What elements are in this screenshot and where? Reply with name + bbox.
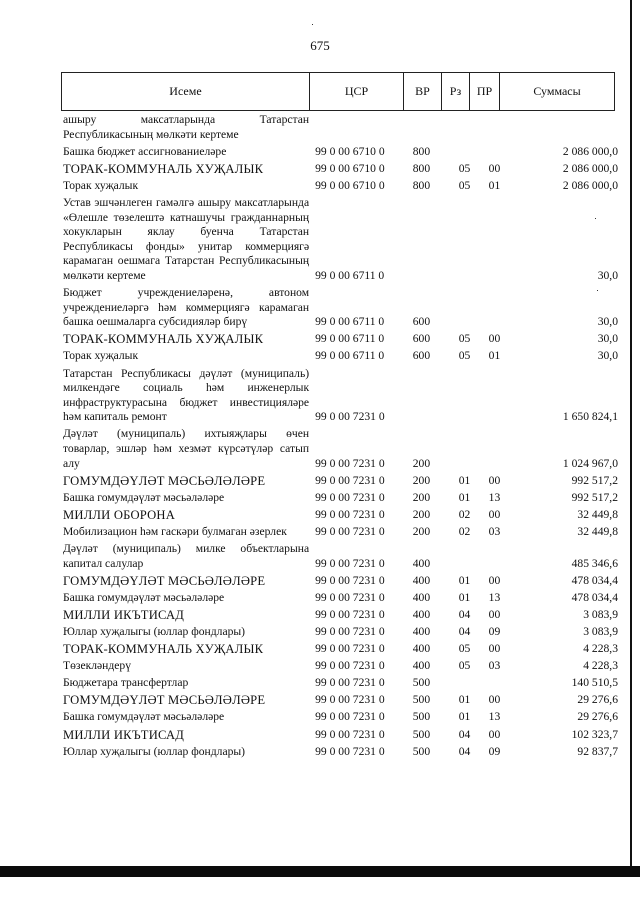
cell-pr: 00 [488, 161, 501, 175]
cell-sum: 2 086 000,0 [562, 144, 618, 158]
cell-sum: 3 083,9 [583, 607, 618, 621]
table-header [61, 72, 615, 111]
cell-vr: 400 [412, 642, 431, 656]
cell-rz: 05 [458, 349, 471, 363]
cell-vr: 500 [412, 710, 431, 724]
cell-name: МИЛЛИ ОБОРОНА [63, 507, 175, 522]
cell-pr: 13 [488, 490, 501, 504]
cell-sum: 1 650 824,1 [562, 410, 618, 424]
cell-name: ГОМУМДӘҮЛӘТ МӘСЬӘЛӘЛӘРЕ [63, 473, 266, 488]
cell-csr: 99 0 00 7231 0 [315, 524, 385, 538]
cell-sum: 4 228,3 [583, 642, 618, 656]
table-row [63, 508, 618, 523]
scan-speck [597, 290, 598, 291]
cell-vr: 400 [412, 607, 431, 621]
cell-name: ГОМУМДӘҮЛӘТ МӘСЬӘЛӘЛӘРЕ [63, 693, 266, 708]
column-header-pr: ПР [470, 73, 500, 111]
cell-rz: 01 [458, 710, 471, 724]
cell-vr: 400 [412, 659, 431, 673]
cell-vr: 500 [412, 727, 431, 741]
cell-vr: 400 [412, 556, 431, 570]
cell-name: Дәүләт (муниципаль) ихтыяҗлары өчен товарлар, эшләр һәм хезмәт күрсәтүләр сатып алу [63, 427, 310, 470]
cell-name: Торак хуҗалык [63, 349, 139, 363]
column-header-vr: ВР [404, 73, 442, 111]
cell-pr: 13 [488, 710, 501, 724]
cell-name: Дәүләт (муниципаль) милке объектларына капитал салулар [63, 542, 310, 570]
cell-pr: 00 [488, 642, 501, 656]
cell-vr: 800 [412, 178, 431, 192]
table-row [63, 162, 618, 177]
cell-vr: 400 [412, 573, 431, 587]
cell-csr: 99 0 00 7231 0 [315, 710, 385, 724]
cell-rz: 05 [458, 659, 471, 673]
budget-rows [63, 113, 618, 762]
cell-sum: 485 346,6 [571, 556, 618, 570]
table-row [63, 286, 618, 330]
cell-csr: 99 0 00 6711 0 [315, 349, 385, 363]
cell-sum: 2 086 000,0 [562, 161, 618, 175]
cell-name: Мобилизацион һәм гаскәри булмаган әзерлек [63, 524, 287, 538]
cell-rz: 02 [458, 507, 471, 521]
table-row [63, 145, 618, 160]
cell-name: ГОМУМДӘҮЛӘТ МӘСЬӘЛӘЛӘРЕ [63, 573, 266, 588]
cell-pr: 01 [488, 349, 501, 363]
cell-name: Бюджет учреждениеләренә, автоном учреждениеләргә һәм коммерциягә карамаган башка оешмаларга субсидияләр бирү [63, 286, 310, 329]
table-row [63, 625, 618, 640]
cell-pr: 00 [488, 727, 501, 741]
cell-vr: 200 [412, 456, 431, 470]
cell-rz: 01 [458, 573, 471, 587]
cell-vr: 600 [412, 349, 431, 363]
column-header-rz: Рз [442, 73, 470, 111]
cell-name: Татарстан Республикасы дәүләт (муниципаль) милкендәге социаль һәм инженерлык инфраструктурасына бюджет инвестицияләре һәм капиталь ремонт [63, 366, 310, 424]
cell-rz: 04 [458, 625, 471, 638]
cell-csr: 99 0 00 7231 0 [315, 659, 385, 673]
cell-pr: 13 [488, 590, 501, 604]
cell-name: Юллар хуҗалыгы (юллар фондлары) [63, 625, 246, 638]
table-row [63, 676, 618, 691]
cell-rz: 01 [458, 693, 471, 707]
cell-sum: 32 449,8 [577, 524, 618, 538]
cell-sum: 992 517,2 [571, 473, 618, 487]
cell-csr: 99 0 00 7231 0 [315, 556, 385, 570]
cell-sum: 92 837,7 [577, 744, 618, 758]
cell-rz: 04 [458, 727, 471, 741]
table-row [63, 574, 618, 589]
cell-csr: 99 0 00 7231 0 [315, 507, 385, 521]
cell-rz: 05 [458, 161, 471, 175]
cell-csr: 99 0 00 7231 0 [315, 625, 385, 638]
cell-csr: 99 0 00 6711 0 [315, 332, 385, 346]
cell-pr: 09 [488, 744, 501, 758]
table-row [63, 491, 618, 506]
cell-sum: 102 323,7 [571, 727, 618, 741]
table-row [63, 710, 618, 725]
table-row [63, 659, 618, 674]
table-row [63, 642, 618, 657]
cell-pr: 03 [488, 659, 501, 673]
cell-pr: 00 [488, 693, 501, 707]
cell-sum: 30,0 [597, 268, 618, 282]
cell-csr: 99 0 00 6711 0 [315, 268, 385, 282]
cell-csr: 99 0 00 7231 0 [315, 676, 385, 690]
cell-name: МИЛЛИ ИКЪТИСАД [63, 607, 185, 622]
table-row [63, 728, 618, 743]
table-row [63, 427, 618, 471]
cell-sum: 30,0 [597, 332, 618, 346]
cell-pr: 09 [488, 625, 501, 638]
cell-csr: 99 0 00 6710 0 [315, 144, 385, 158]
cell-name: Юллар хуҗалыгы (юллар фондлары) [63, 744, 246, 758]
scan-speck [595, 218, 596, 219]
cell-name: ТОРАК-КОММУНАЛЬ ХУҖАЛЫК [63, 332, 264, 347]
table-row [63, 332, 618, 347]
cell-pr: 00 [488, 332, 501, 346]
cell-csr: 99 0 00 7231 0 [315, 590, 385, 604]
cell-vr: 200 [412, 490, 431, 504]
cell-sum: 29 276,6 [577, 710, 618, 724]
table-row [63, 608, 618, 623]
cell-csr: 99 0 00 6710 0 [315, 178, 385, 192]
cell-name: Башка гомумдәүләт мәсьәләләре [63, 490, 225, 504]
cell-name: Бюджетара трансфертлар [63, 676, 189, 690]
cell-rz: 02 [458, 524, 471, 538]
cell-sum: 3 083,9 [583, 625, 618, 638]
table-row [63, 745, 618, 760]
scan-bottom-bar [0, 866, 640, 877]
cell-pr: 00 [488, 573, 501, 587]
cell-csr: 99 0 00 7231 0 [315, 573, 385, 587]
table-row [63, 542, 618, 571]
table-row [63, 196, 618, 284]
cell-csr: 99 0 00 7231 0 [315, 727, 385, 741]
cell-csr: 99 0 00 7231 0 [315, 744, 385, 758]
table-row [63, 474, 618, 489]
column-header-csr: ЦСР [310, 73, 404, 111]
table-row [63, 367, 618, 425]
scan-speck [312, 24, 313, 25]
cell-csr: 99 0 00 7231 0 [315, 693, 385, 707]
cell-sum: 1 024 967,0 [562, 456, 618, 470]
cell-vr: 200 [412, 524, 431, 538]
cell-pr: 00 [488, 473, 501, 487]
cell-vr: 400 [412, 590, 431, 604]
cell-sum: 2 086 000,0 [562, 178, 618, 192]
cell-vr: 500 [412, 693, 431, 707]
cell-name: Торак хуҗалык [63, 178, 139, 192]
table-row [63, 349, 618, 364]
cell-sum: 478 034,4 [571, 573, 618, 587]
cell-name: МИЛЛИ ИКЪТИСАД [63, 727, 185, 742]
cell-sum: 992 517,2 [571, 490, 618, 504]
cell-csr: 99 0 00 7231 0 [315, 473, 385, 487]
cell-csr: 99 0 00 7231 0 [315, 607, 385, 621]
cell-name: Башка гомумдәүләт мәсьәләләре [63, 590, 225, 604]
cell-rz: 04 [458, 744, 471, 758]
cell-vr: 800 [412, 144, 431, 158]
cell-sum: 140 510,5 [571, 676, 618, 690]
cell-pr: 00 [488, 507, 501, 521]
cell-sum: 478 034,4 [571, 590, 618, 604]
cell-name: ТОРАК-КОММУНАЛЬ ХУҖАЛЫК [63, 642, 264, 657]
cell-csr: 99 0 00 6711 0 [315, 315, 385, 329]
column-header-name: Исеме [62, 73, 310, 111]
cell-vr: 400 [412, 625, 431, 638]
table-row [63, 693, 618, 708]
cell-rz: 01 [458, 590, 471, 604]
cell-vr: 600 [412, 315, 431, 329]
cell-rz: 05 [458, 642, 471, 656]
page-number: 675 [310, 38, 330, 53]
cell-name: ТОРАК-КОММУНАЛЬ ХУҖАЛЫК [63, 161, 264, 176]
cell-vr: 800 [412, 161, 431, 175]
cell-rz: 04 [458, 607, 471, 621]
table-row [63, 591, 618, 606]
cell-csr: 99 0 00 7231 0 [315, 642, 385, 656]
cell-csr: 99 0 00 7231 0 [315, 456, 385, 470]
cell-sum: 4 228,3 [583, 659, 618, 673]
cell-name: Башка бюджет ассигнованиеләре [63, 144, 227, 158]
cell-vr: 200 [412, 507, 431, 521]
cell-pr: 03 [488, 524, 501, 538]
cell-sum: 30,0 [597, 349, 618, 363]
cell-csr: 99 0 00 7231 0 [315, 410, 385, 424]
cell-csr: 99 0 00 6710 0 [315, 161, 385, 175]
cell-sum: 30,0 [597, 315, 618, 329]
cell-vr: 500 [412, 676, 431, 690]
cell-pr: 01 [488, 178, 501, 192]
cell-csr: 99 0 00 7231 0 [315, 490, 385, 504]
column-header-sum: Суммасы [500, 73, 615, 111]
cell-vr: 500 [412, 744, 431, 758]
cell-vr: 600 [412, 332, 431, 346]
cell-pr: 00 [488, 607, 501, 621]
cell-name: ашыру максатларында Татарстан Республикасының мөлкәти кертеме [63, 113, 310, 141]
table-row [63, 179, 618, 194]
cell-name: Төзекләндерү [63, 659, 132, 673]
cell-vr: 200 [412, 473, 431, 487]
cell-name: Башка гомумдәүләт мәсьәләләре [63, 710, 225, 724]
cell-rz: 01 [458, 490, 471, 504]
cell-sum: 29 276,6 [577, 693, 618, 707]
cell-sum: 32 449,8 [577, 507, 618, 521]
table-row [63, 525, 618, 540]
cell-name: Устав эшчәнлеген гамәлгә ашыру максатларында «Өлешле төзелештә катнашучы гражданнарның хокукларын яклау буенча Татарстан Республикасы фонды» унитар коммерциягә карамаган оешмага Татарстан Республикасының мөлкәти кертеме [63, 195, 310, 282]
cell-rz: 05 [458, 178, 471, 192]
cell-rz: 01 [458, 473, 471, 487]
scan-edge-line [630, 0, 632, 866]
table-row [63, 113, 618, 142]
cell-rz: 05 [458, 332, 471, 346]
